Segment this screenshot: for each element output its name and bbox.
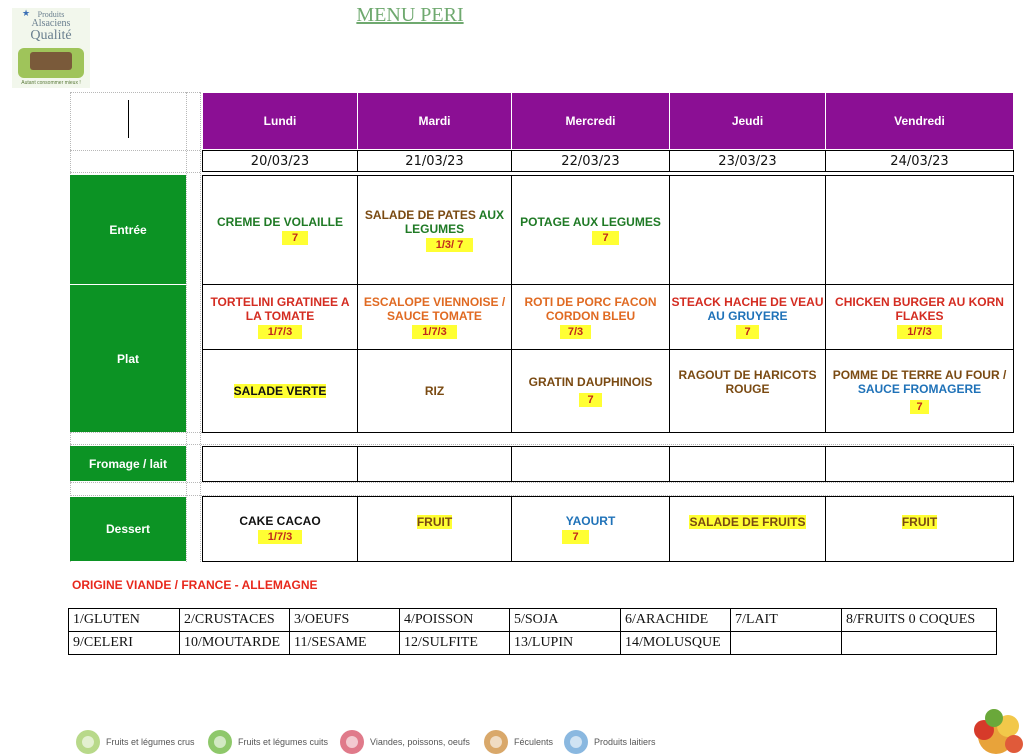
accomp-jeudi: [669, 349, 826, 433]
grid-line: [70, 482, 1014, 483]
dish-name: SALADE DE FRUITS: [689, 515, 806, 529]
starch-icon: [484, 730, 508, 754]
category-entree: Entrée: [70, 175, 186, 284]
allergen-codes: 1/7/3: [897, 325, 941, 339]
allergen-cell: 2/CRUSTACES: [180, 609, 290, 632]
allergen-codes: 1/7/3: [412, 325, 456, 339]
table-row: [69, 609, 997, 632]
cooked-produce-icon: [208, 730, 232, 754]
allergen-table: [68, 608, 997, 655]
date-jeudi: 23/03/23: [669, 150, 826, 172]
allergen-codes: 7: [562, 530, 588, 544]
allergen-codes: 7: [282, 231, 308, 245]
dish-name: ESCALOPE VIENNOISE / SAUCE TOMATE: [363, 295, 506, 323]
allergen-codes: 7: [592, 231, 618, 245]
dessert-lundi: [202, 496, 358, 562]
allergen-codes: 1/7/3: [258, 530, 302, 544]
dessert-mardi: [357, 496, 512, 562]
grid-line: [200, 92, 201, 562]
fromage-mardi: [357, 446, 512, 482]
category-dessert: Dessert: [70, 497, 186, 561]
dish-name: YAOURT: [565, 514, 616, 528]
dish-name: POMME DE TERRE AU FOUR / SAUCE FROMAGERE: [832, 368, 1007, 396]
legend-item: Fruits et légumes cuits: [208, 730, 328, 754]
fromage-jeudi: [669, 446, 826, 482]
header-jeudi: Jeudi: [669, 92, 826, 150]
allergen-cell: 3/OEUFS: [290, 609, 400, 632]
grid-line: [70, 444, 1014, 445]
meat-origin-note: ORIGINE VIANDE / FRANCE - ALLEMAGNE: [72, 578, 318, 592]
protein-icon: [340, 730, 364, 754]
allergen-cell: 8/FRUITS 0 COQUES: [842, 609, 997, 632]
allergen-cell: 12/SULFITE: [400, 632, 510, 655]
dish-name: POTAGE AUX LEGUMES: [520, 215, 661, 229]
entree-lundi: [202, 175, 358, 285]
fromage-lundi: [202, 446, 358, 482]
entree-mardi: [357, 175, 512, 285]
category-fromage: Fromage / lait: [70, 446, 186, 481]
plat-lundi: [202, 284, 358, 350]
fromage-mercredi: [511, 446, 670, 482]
date-lundi: 20/03/23: [202, 150, 358, 172]
entree-vendredi: [825, 175, 1014, 285]
dish-name: SALADE VERTE: [233, 384, 327, 398]
dessert-jeudi: [669, 496, 826, 562]
grid-line: [70, 150, 200, 151]
table-row: [69, 632, 997, 655]
allergen-cell: [731, 632, 842, 655]
logo-tagline: Autant consommer mieux !: [21, 80, 81, 86]
dish-name: CREME DE VOLAILLE: [216, 215, 343, 229]
plat-vendredi: [825, 284, 1014, 350]
allergen-cell: 1/GLUTEN: [69, 609, 180, 632]
fruit-basket-icon: [966, 696, 1024, 756]
allergen-codes: 1/7/3: [258, 325, 302, 339]
date-mardi: 21/03/23: [357, 150, 512, 172]
date-mercredi: 22/03/23: [511, 150, 670, 172]
allergen-codes: 7/3: [560, 325, 591, 339]
grid-line: [70, 172, 200, 173]
garden-bed-icon: [30, 52, 72, 70]
raw-produce-icon: [76, 730, 100, 754]
date-vendredi: 24/03/23: [825, 150, 1014, 172]
allergen-cell: 13/LUPIN: [510, 632, 621, 655]
dish-name: RAGOUT DE HARICOTS ROUGE: [678, 368, 817, 396]
accomp-lundi: [202, 349, 358, 433]
allergen-cell: 11/SESAME: [290, 632, 400, 655]
accomp-mercredi: [511, 349, 670, 433]
logo-line1: Produits: [37, 10, 65, 19]
allergen-cell: 7/LAIT: [731, 609, 842, 632]
dish-name: GRATIN DAUPHINOIS: [528, 375, 653, 389]
legend-item: Féculents: [484, 730, 553, 754]
dish-name: RIZ: [424, 384, 445, 398]
dish-name: SALADE DE PATES AUX LEGUMES: [364, 208, 505, 236]
header-lundi: Lundi: [202, 92, 358, 150]
page-title: MENU PERI: [356, 4, 464, 26]
allergen-codes: 7: [579, 393, 601, 407]
allergen-codes: 7: [736, 325, 758, 339]
dish-name: CHICKEN BURGER AU KORN FLAKES: [835, 295, 1004, 323]
header-mercredi: Mercredi: [511, 92, 670, 150]
fromage-vendredi: [825, 446, 1014, 482]
entree-mercredi: [511, 175, 670, 285]
allergen-codes: 7: [910, 400, 928, 414]
allergen-codes: 1/3/ 7: [426, 238, 474, 252]
plat-mardi: [357, 284, 512, 350]
grid-line: [70, 92, 200, 93]
allergen-cell: 10/MOUTARDE: [180, 632, 290, 655]
text-cursor: [128, 100, 129, 138]
grid-line: [186, 92, 187, 562]
logo-line3: Qualité: [30, 28, 72, 43]
header-vendredi: Vendredi: [825, 92, 1014, 150]
dish-name: STEACK HACHE DE VEAU AU GRUYERE: [671, 295, 824, 323]
dairy-icon: [564, 730, 588, 754]
legend-item: Produits laitiers: [564, 730, 656, 754]
allergen-cell: 4/POISSON: [400, 609, 510, 632]
allergen-cell: [842, 632, 997, 655]
dish-name: FRUIT: [416, 515, 453, 529]
allergen-cell: 14/MOLUSQUE: [621, 632, 731, 655]
dish-name: TORTELINI GRATINEE A LA TOMATE: [210, 295, 350, 323]
category-plat: Plat: [70, 285, 186, 432]
logo-line2: Alsaciens: [31, 18, 71, 29]
star-icon: ★: [22, 8, 31, 18]
plat-mercredi: [511, 284, 670, 350]
logo: [12, 8, 90, 88]
dish-name: FRUIT: [901, 515, 938, 529]
allergen-cell: 5/SOJA: [510, 609, 621, 632]
legend-item: Viandes, poissons, oeufs: [340, 730, 470, 754]
dish-name: CAKE CACAO: [239, 514, 321, 528]
allergen-cell: 6/ARACHIDE: [621, 609, 731, 632]
accomp-vendredi: [825, 349, 1014, 433]
allergen-cell: 9/CELERI: [69, 632, 180, 655]
dessert-vendredi: [825, 496, 1014, 562]
dessert-mercredi: [511, 496, 670, 562]
accomp-mardi: [357, 349, 512, 433]
plat-jeudi: [669, 284, 826, 350]
legend-item: Fruits et légumes crus: [76, 730, 195, 754]
header-mardi: Mardi: [357, 92, 512, 150]
entree-jeudi: [669, 175, 826, 285]
dish-name: ROTI DE PORC FACON CORDON BLEU: [524, 295, 657, 323]
